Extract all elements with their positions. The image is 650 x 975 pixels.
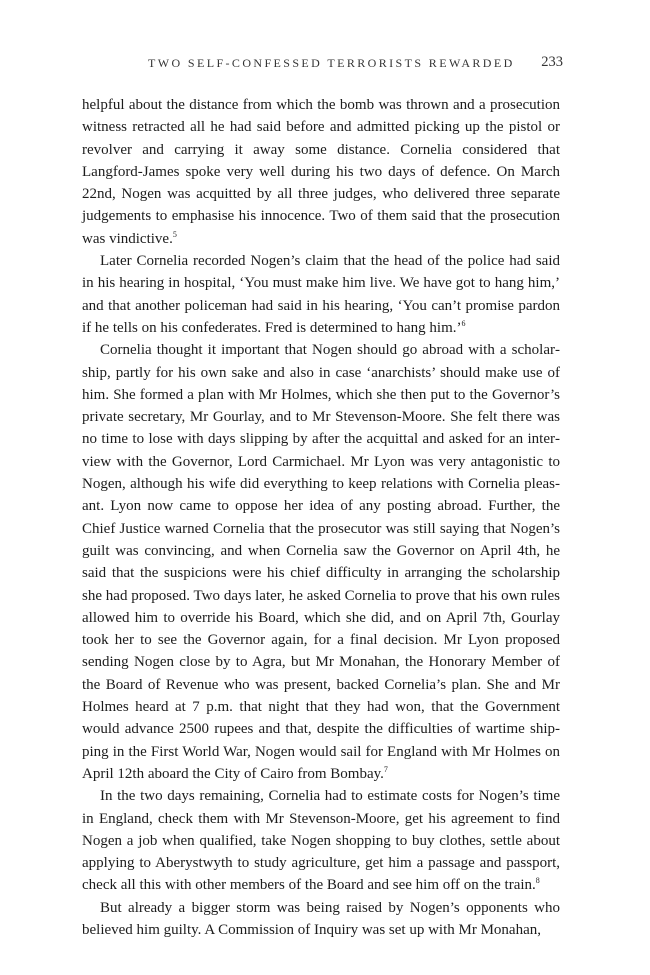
- footnote-marker: 5: [172, 229, 177, 239]
- paragraph: [82, 897, 560, 942]
- paragraph-text: In the two days remaining, Cornelia had to estimate costs for Nogen’s time in England, check them with Mr Stevenson-Moore, get his agreement to find Nogen a job when qualified, take Nogen shopping to buy clothes, settle about applying to Aberystwyth to study agriculture, get him a passage and passport, check all this with other members of the Board and see him off on the train.: [82, 788, 560, 894]
- footnote-marker: 6: [461, 318, 466, 328]
- footnote-marker: 8: [535, 876, 540, 886]
- footnote-marker: 7: [383, 764, 388, 774]
- paragraph: [82, 339, 560, 785]
- paragraph-text: Cornelia thought it important that Nogen should go abroad with a scholarship, partly for his own sake and also in case ‘anarchists’ should make use of him. She formed a plan with Mr Holmes, which she then put to the Governor’s private secretary, Mr Gourlay, and to Mr Stevenson-Moore. She felt there was no time to lose with days slipping by after the acquittal and asked for an interview with the Governor, Lord Carmichael. Mr Lyon was very antagonistic to Nogen, although his wife did everything to keep relations with Cornelia pleasant. Lyon now came to oppose her idea of any posting abroad. Further, the Chief Justice warned Cornelia that the prosecutor was still saying that Nogen’s guilt was convincing, and when Cornelia saw the Governor on April 4th, he said that the suspicions were his chief difficulty in arranging the scholarship she had proposed. Two days later, he asked Cornelia to prove that his own rules allowed him to override his Board, which she did, and on April 7th, Gourlay took her to see the Governor again, for a final decision. Mr Lyon proposed sending Nogen close by to Agra, but Mr Monahan, the Honorary Member of the Board of Revenue who was present, backed Cornelia’s plan. She and Mr Holmes heard at 7 p.m. that night that they had won, that the Government would advance 2500 rupees and that, despite the difficulties of wartime shipping in the First World War, Nogen would sail for England with Mr Holmes on April 12th aboard the City of Cairo from Bombay.: [82, 342, 560, 782]
- paragraph-text: Later Cornelia recorded Nogen’s claim that the head of the police had said in his hearing in hospital, ‘You must make him live. We have got to hang him,’ and that another policeman had said in his hearing, ‘You can’t promise pardon if he tells on his confederates. Fred is determined to hang him.’: [82, 253, 560, 336]
- paragraph: [82, 250, 560, 339]
- paragraph-text: But already a bigger storm was being raised by Nogen’s opponents who believed him guilty. A Commission of Inquiry was set up with Mr Monahan,: [82, 899, 560, 938]
- paragraph-text: helpful about the distance from which the bomb was thrown and a prosecution witness retracted all he had said before and admitted picking up the pistol or revolver and carrying it away some distance. Cornelia considered that Langford-James spoke very well during his two days of defence. On March 22nd, Nogen was acquitted by all three judges, who delivered three separate judgements to emphasise his innocence. Two of them said that the prosecution was vindictive.: [82, 97, 560, 247]
- paragraph: [82, 785, 560, 896]
- body-text: [82, 94, 560, 941]
- running-title: TWO SELF-CONFESSED TERRORISTS REWARDED: [148, 56, 515, 70]
- paragraph: [82, 94, 560, 250]
- page-number: 233: [541, 54, 563, 70]
